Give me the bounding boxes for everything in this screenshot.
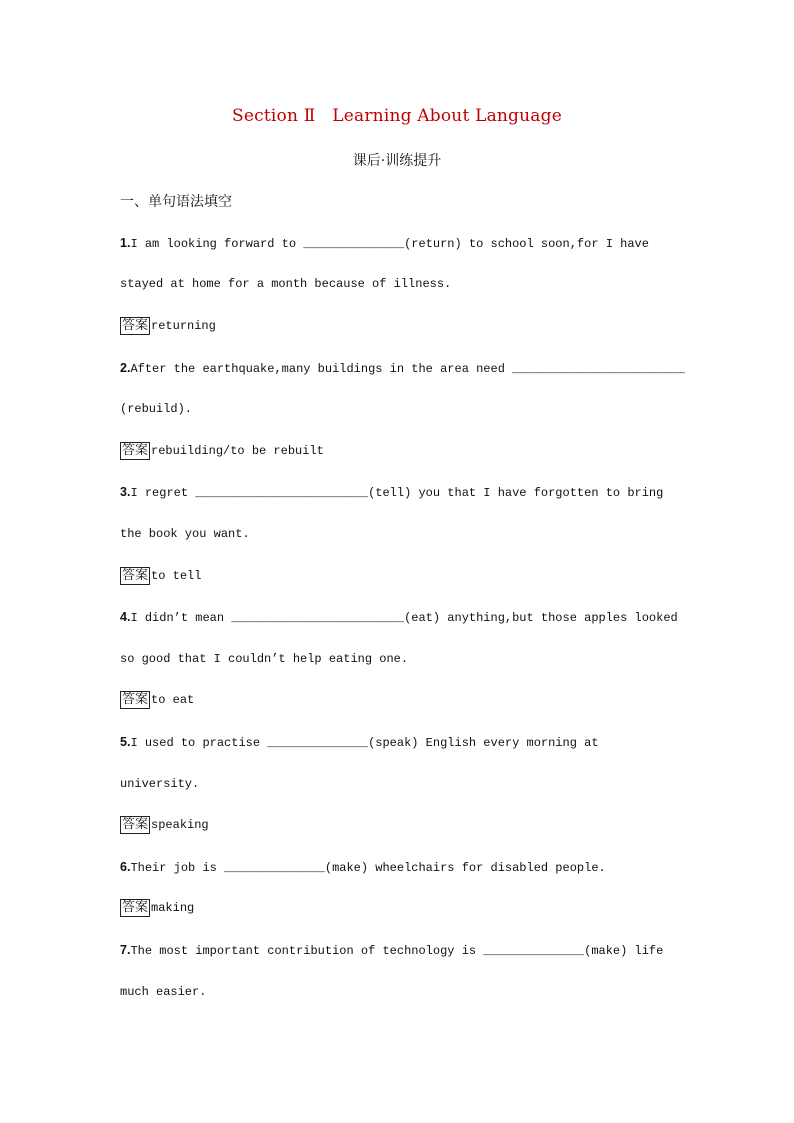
question-1-line-2: stayed at home for a month because of illness. [120,277,452,291]
question-4-answer-text: to eat [151,693,195,707]
question-2-answer-text: rebuilding/to be rebuilt [151,444,324,458]
question-7-line-2: much easier. [120,985,207,999]
question-3-text-1: I regret ________________________(tell) you that I have forgotten to bring [130,486,664,500]
question-2-line-2: (rebuild). [120,402,193,416]
question-3-line-2: the book you want. [120,527,250,541]
question-1-answer-text: returning [151,319,216,333]
section-heading: 一、单句语法填空 [120,194,232,210]
question-2-line-1 [120,360,685,377]
question-7-text-1: The most important contribution of technology is ______________(make) life [130,944,664,958]
question-5-answer [120,816,680,834]
page-subtitle: 课后·训练提升 [352,153,442,169]
question-5-number: 5. [120,735,131,749]
question-1-line-1 [120,235,680,252]
question-2-answer [120,442,680,460]
question-3-answer [120,567,680,585]
question-7-line-1 [120,942,680,959]
question-4-line-2: so good that I couldn’t help eating one. [120,652,409,666]
question-1-text-1: I am looking forward to ______________(return) to school soon,for I have [130,237,649,251]
question-5-line-2: university. [120,777,200,791]
question-4-line-1 [120,609,680,626]
answer-label: 答案 [122,817,149,832]
page-title: Section Ⅱ Learning About Language [232,106,562,126]
question-6-line-1 [120,859,680,876]
question-4-answer [120,691,680,709]
question-7-number: 7. [120,943,131,957]
question-4-number: 4. [120,610,131,624]
question-5-line-1 [120,734,680,751]
question-2-number: 2. [120,361,131,375]
question-6-answer-text: making [151,901,195,915]
question-1-answer [120,317,680,335]
question-1-number: 1. [120,236,131,250]
question-2-text-1: After the earthquake,many buildings in the area need ________________________ [130,362,685,376]
answer-label: 答案 [122,900,149,915]
answer-label: 答案 [122,318,149,333]
question-5-text-1: I used to practise ______________(speak) English every morning at [130,736,599,750]
question-6-answer [120,899,680,917]
question-3-answer-text: to tell [151,569,202,583]
answer-label: 答案 [122,443,149,458]
question-4-text-1: I didn’t mean ________________________(eat) anything,but those apples looked [130,611,678,625]
question-6-text-1: Their job is ______________(make) wheelchairs for disabled people. [130,861,606,875]
question-3-line-1 [120,484,680,501]
question-5-answer-text: speaking [151,818,209,832]
question-3-number: 3. [120,485,131,499]
question-6-number: 6. [120,860,131,874]
answer-label: 答案 [122,692,149,707]
answer-label: 答案 [122,568,149,583]
